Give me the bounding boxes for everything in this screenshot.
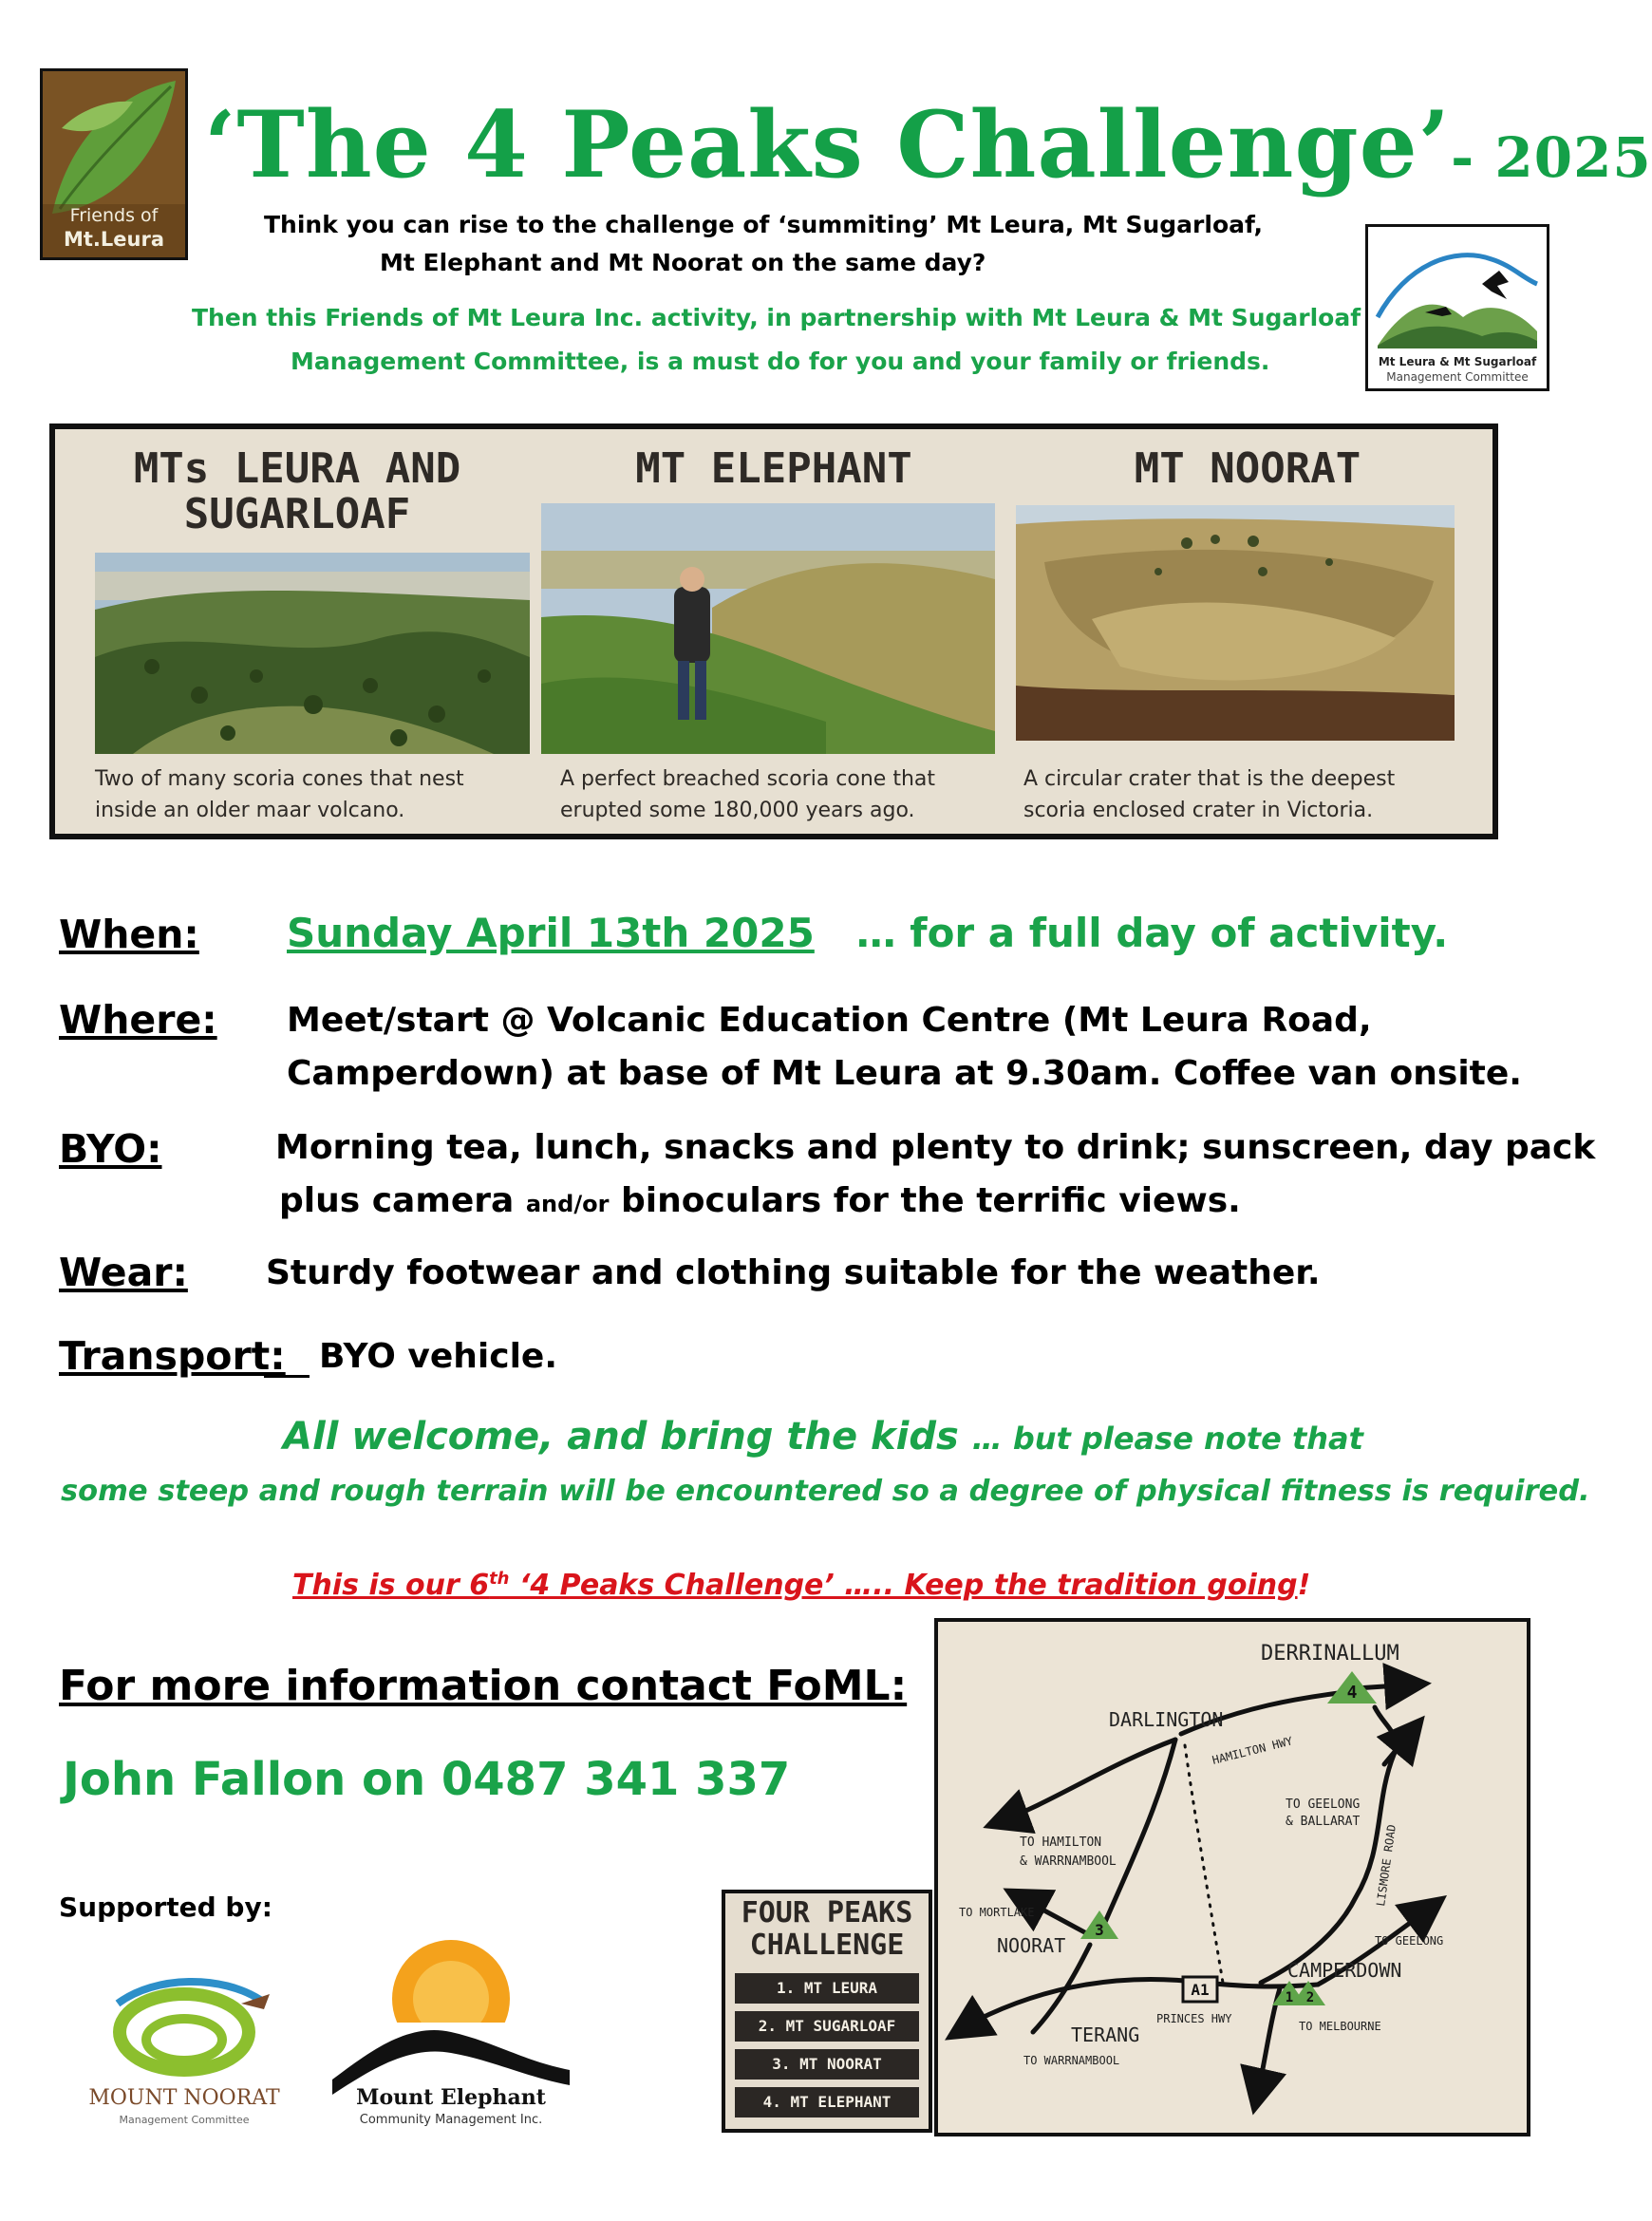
supported-by-label: Supported by: — [59, 1892, 272, 1923]
intro-line-2: Mt Elephant and Mt Noorat on the same day? — [380, 249, 986, 276]
mgmt-committee-logo — [1365, 224, 1549, 391]
panel-caption-line1: A perfect breached scoria cone that — [560, 767, 936, 791]
map-noorat: NOORAT — [997, 1934, 1066, 1957]
panel-heading-line1: MTs LEURA AND — [133, 444, 461, 493]
panel-caption-line2: inside an older maar volcano. — [95, 799, 405, 822]
map-derrinallum: DERRINALLUM — [1261, 1642, 1399, 1666]
byo-line-2b: and/or — [525, 1191, 610, 1217]
title-year: - 2025 — [1451, 125, 1652, 190]
map-camperdown: CAMPERDOWN — [1287, 1959, 1402, 1982]
when-rest: … for a full day of activity. — [855, 910, 1449, 956]
dotted-track — [1185, 1745, 1223, 1983]
welcome-main: All welcome, and bring the kids — [283, 1415, 959, 1459]
panel-heading — [55, 446, 539, 537]
byo-line-2a: plus camera — [279, 1181, 515, 1220]
noorat-name: MOUNT NOORAT — [88, 2086, 280, 2110]
byo-label: BYO: — [59, 1126, 162, 1172]
elephant-name: Mount Elephant — [356, 2085, 546, 2110]
leaf-icon — [43, 71, 185, 257]
leura-aerial-photo — [95, 553, 530, 754]
panel-caption-line2: scoria enclosed crater in Victoria. — [1023, 799, 1374, 822]
legend-item: 1. MT LEURA — [735, 1973, 919, 2004]
legend-item: 3. MT NOORAT — [735, 2049, 919, 2080]
noorat-crater-photo — [1016, 505, 1455, 741]
map-to-warrnambool: TO WARRNAMBOOL — [1023, 2054, 1120, 2067]
partner-line-1: Then this Friends of Mt Leura Inc. activity, in partnership with Mt Leura & Mt Sugarloaf — [192, 304, 1361, 331]
legend-title-line1: FOUR PEAKS — [741, 1896, 913, 1929]
to-hamilton-road — [1001, 1740, 1175, 1821]
panel-caption-line1: A circular crater that is the deepest — [1023, 767, 1396, 791]
map-to-geelong: TO GEELONG — [1375, 1934, 1444, 1948]
mgmt-logo-line2: Management Committee — [1386, 370, 1529, 384]
legend-list — [735, 1973, 919, 2117]
page-title — [204, 91, 1652, 198]
panel-caption — [560, 763, 935, 826]
map-to-mortlake: TO MORTLAKE — [959, 1906, 1035, 1919]
intro-line-1: Think you can rise to the challenge of ‘summiting’ Mt Leura, Mt Sugarloaf, — [264, 211, 1264, 238]
map-darlington: DARLINGTON — [1109, 1708, 1224, 1731]
wear-value: Sturdy footwear and clothing suitable for the weather. — [266, 1253, 1321, 1292]
byo-line-2c: binoculars for the terrific views. — [620, 1181, 1241, 1220]
mount-noorat-logo — [80, 1966, 298, 2136]
to-geelong-ballarat-road — [1384, 1730, 1413, 1764]
tradition-note: This is our 6th ‘4 Peaks Challenge’ ….. Keep the tradition going! — [292, 1569, 1311, 1602]
route-map — [934, 1618, 1530, 2136]
panel-heading-line1: MT ELEPHANT — [635, 444, 912, 493]
transport-underline — [264, 1375, 310, 1378]
where-line-2: Camperdown) at base of Mt Leura at 9.30am. Coffee van onsite. — [287, 1054, 1522, 1093]
transport-label: Transport: — [59, 1333, 286, 1379]
peak-marker-3 — [1080, 1910, 1118, 1939]
map-a1: A1 — [1191, 1981, 1210, 1999]
transport-value: BYO vehicle. — [319, 1337, 558, 1376]
byo-line-2 — [279, 1181, 1241, 1220]
legend-title — [725, 1897, 929, 1962]
to-warrnambool-road — [961, 2021, 976, 2030]
fml-logo-line2: Mt.Leura — [63, 228, 165, 251]
when-value — [287, 910, 1448, 956]
mountains-birds-icon — [1368, 227, 1547, 388]
contact-person: John Fallon on 0487 341 337 — [63, 1753, 791, 1806]
elephant-sub: Community Management Inc. — [359, 2113, 543, 2127]
wear-label: Wear: — [59, 1250, 188, 1295]
mgmt-logo-line1: Mt Leura & Mt Sugarloaf — [1378, 355, 1537, 368]
panel-heading-line2: SUGARLOAF — [183, 490, 411, 538]
mount-noorat-panel — [1008, 429, 1487, 834]
friends-of-mt-leura-logo — [40, 68, 188, 260]
title-main: ‘The 4 Peaks Challenge’ — [204, 91, 1452, 198]
map-warrnambool: & WARRNAMBOOL — [1020, 1854, 1117, 1869]
panel-caption-line2: erupted some 180,000 years ago. — [560, 799, 915, 822]
byo-line-1: Morning tea, lunch, snacks and plenty to drink; sunscreen, day pack — [275, 1128, 1596, 1167]
map-princes-hwy: PRINCES HWY — [1156, 2012, 1232, 2025]
route-map-drawing — [938, 1622, 1527, 2133]
peak-3-number: 3 — [1095, 1921, 1104, 1939]
elephant-hiker-photo — [541, 503, 995, 754]
legend-title-line2: CHALLENGE — [749, 1929, 905, 1962]
map-to-geelong-ballarat-2: & BALLARAT — [1286, 1815, 1361, 1829]
legend-item: 2. MT SUGARLOAF — [735, 2011, 919, 2042]
panel-heading — [1008, 446, 1487, 492]
map-to-geelong-ballarat-1: TO GEELONG — [1286, 1798, 1361, 1812]
partner-line-2: Management Committee, is a must do for you and your family or friends. — [291, 348, 1270, 375]
mountains-photo-banner — [49, 423, 1498, 839]
sunrise-mountain-icon — [332, 1909, 570, 2136]
mount-elephant-panel — [541, 429, 1006, 834]
map-terang: TERANG — [1071, 2023, 1140, 2046]
welcome-line-2: some steep and rough terrain will be encountered so a degree of physical fitness is required. — [61, 1475, 1590, 1508]
map-to-hamilton: TO HAMILTON — [1020, 1835, 1102, 1850]
mount-leura-sugarloaf-panel — [55, 429, 539, 834]
noorat-sub: Management Committee — [119, 2114, 250, 2126]
map-lismore-road: LISMORE ROAD — [1374, 1823, 1399, 1908]
peak-4-number: 4 — [1346, 1683, 1358, 1703]
mount-elephant-logo — [332, 1909, 570, 2136]
panel-heading — [541, 446, 1006, 492]
fml-logo-line1: Friends of — [69, 205, 159, 226]
more-info-heading: For more information contact FoML: — [59, 1662, 908, 1710]
princes-hwy-road — [976, 1979, 1318, 2021]
map-to-melbourne: TO MELBOURNE — [1299, 2020, 1381, 2033]
four-peaks-legend — [722, 1890, 932, 2133]
map-hamilton-hwy: HAMILTON HWY — [1211, 1734, 1294, 1767]
legend-item: 4. MT ELEPHANT — [735, 2087, 919, 2117]
where-line-1: Meet/start @ Volcanic Education Centre (Mt Leura Road, — [287, 1001, 1372, 1040]
when-label: When: — [59, 912, 199, 957]
welcome-rest: … but please note that — [971, 1421, 1363, 1457]
noorat-swirl-icon — [80, 1966, 298, 2136]
panel-caption-line1: Two of many scoria cones that nest — [95, 767, 464, 791]
peak-2-number: 2 — [1305, 1990, 1315, 2005]
event-date: Sunday April 13th 2025 — [287, 910, 815, 956]
panel-heading-line1: MT NOORAT — [1134, 444, 1361, 493]
panel-caption — [1023, 763, 1395, 826]
welcome-line-1 — [283, 1415, 1363, 1459]
panel-caption — [95, 763, 464, 826]
peak-1-number: 1 — [1285, 1990, 1294, 2005]
where-label: Where: — [59, 997, 217, 1043]
